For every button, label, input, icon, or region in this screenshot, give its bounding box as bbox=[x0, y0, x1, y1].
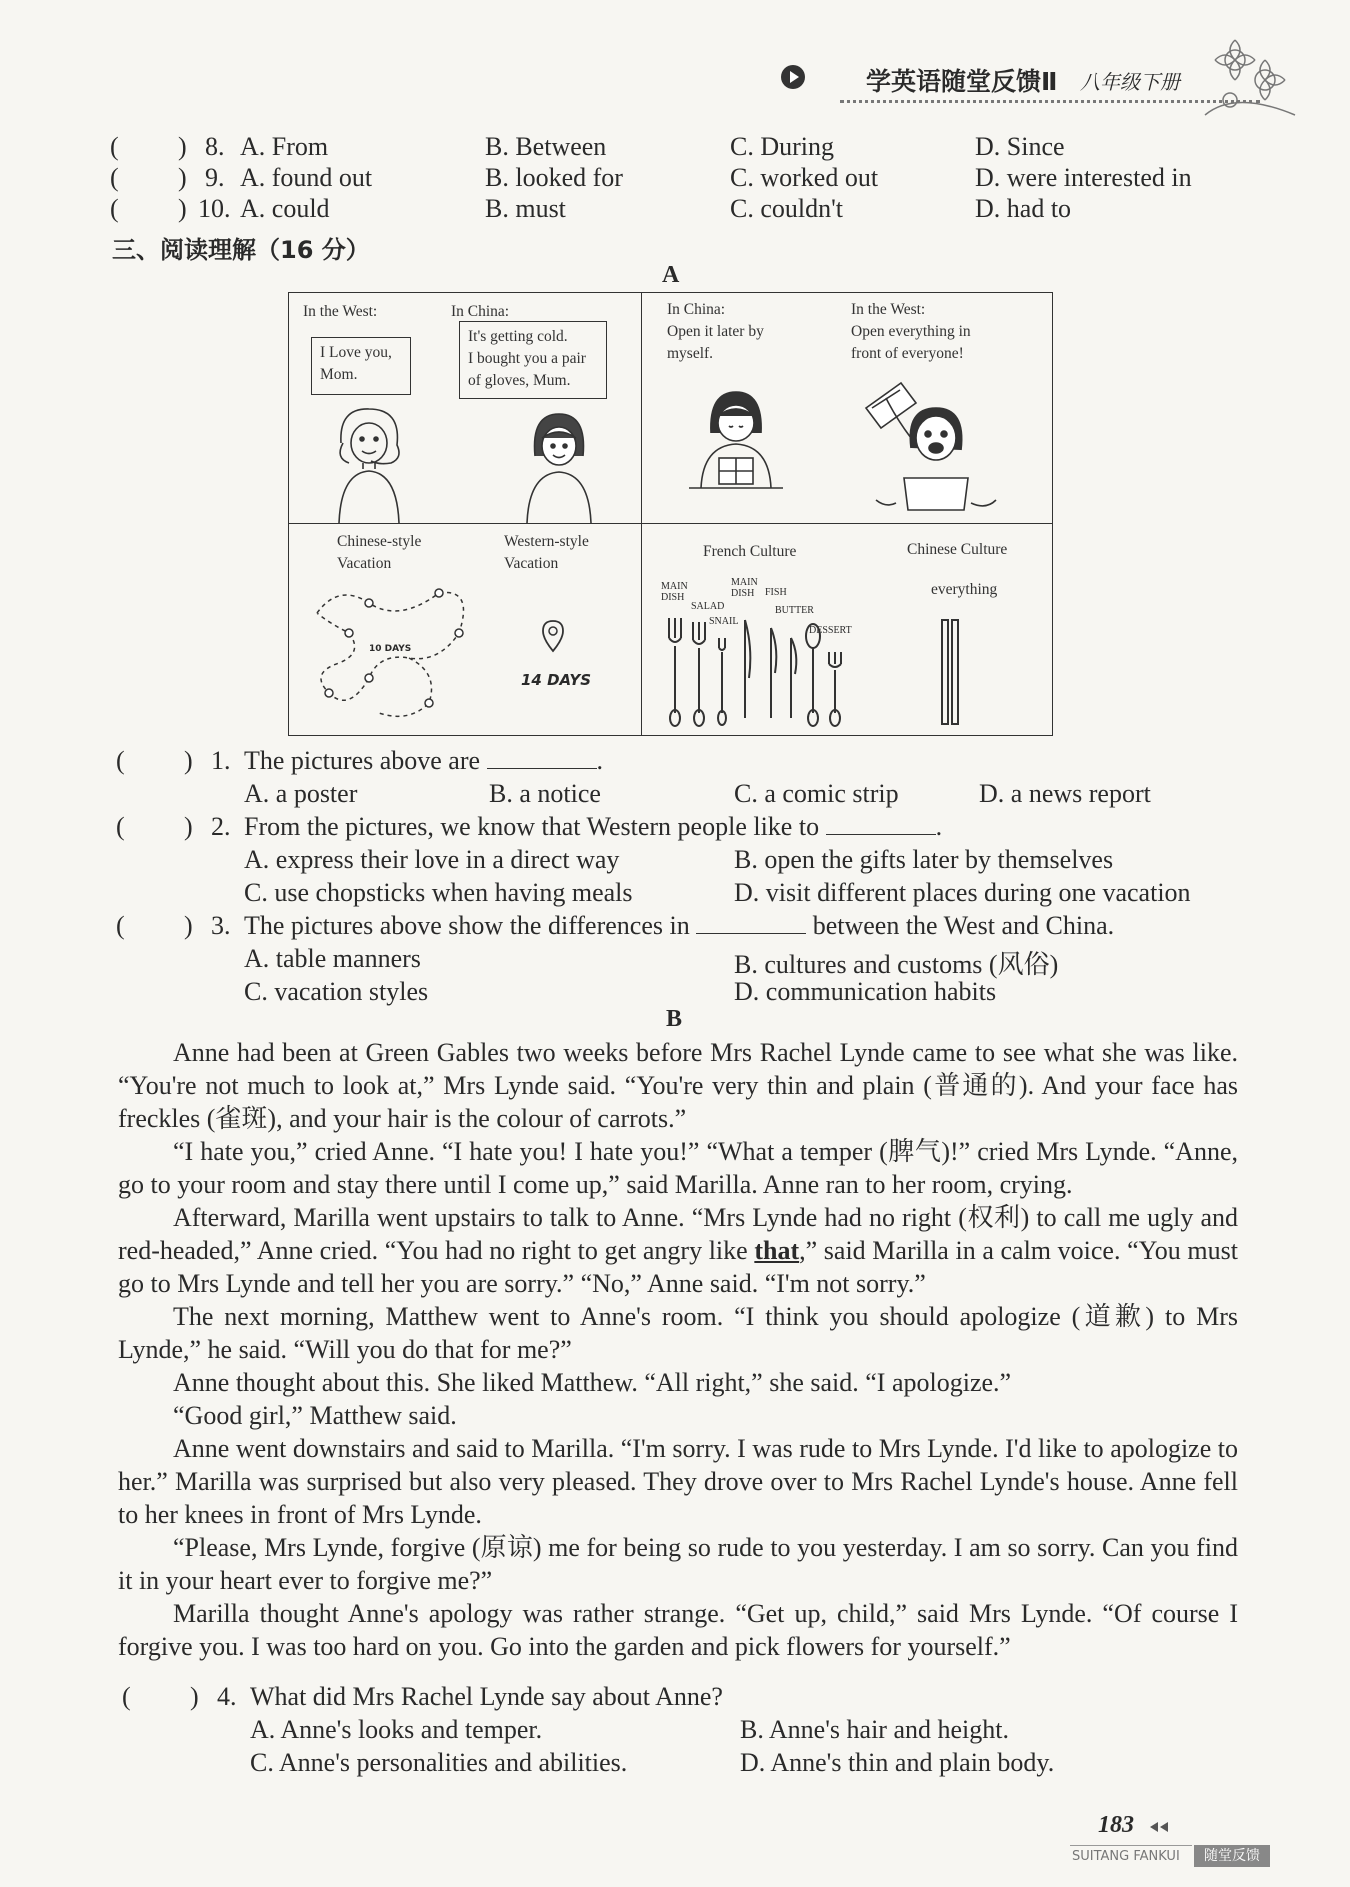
panel-text-china: In China: Open it later by myself. bbox=[667, 301, 764, 362]
cutlery-label-main-dish: MAIN DISH bbox=[661, 581, 688, 603]
panel-opening-gifts bbox=[641, 293, 1053, 523]
part-a-label: A bbox=[662, 262, 680, 288]
cutlery-label-snail: SNAIL bbox=[709, 616, 739, 627]
answer-paren-close: ) bbox=[178, 163, 187, 192]
answer-paren-open[interactable]: ( bbox=[116, 911, 125, 940]
option-c: C. a comic strip bbox=[734, 779, 899, 808]
answer-paren-close: ) bbox=[190, 1682, 199, 1711]
answer-paren-open[interactable]: ( bbox=[122, 1682, 131, 1711]
speech-bubble-china: It's getting cold. I bought you a pair of gloves, Mum. bbox=[459, 321, 607, 399]
page-number: 183 bbox=[1098, 1812, 1134, 1838]
option-d: D. were interested in bbox=[975, 163, 1192, 192]
question-stem: The pictures above show the differences in between the West and China. bbox=[244, 911, 1115, 940]
paragraph: “Please, Mrs Lynde, forgive (原谅) me for being so rude to you yesterday. I am so sorry. Can you find it in your heart ever to forgive me?” bbox=[118, 1533, 1238, 1595]
option-c: C. use chopsticks when having meals bbox=[244, 878, 633, 907]
paragraph: The next morning, Matthew went to Anne's room. “I think you should apologize (道歉) to Mrs Lynde,” he said. “Will you do that for me?” bbox=[118, 1302, 1238, 1364]
option-b: B. open the gifts later by themselves bbox=[734, 845, 1114, 874]
question-number: 9. bbox=[205, 163, 225, 192]
option-b: B. cultures and customs (风俗) bbox=[734, 950, 1059, 979]
label-chinese-culture: Chinese Culture bbox=[907, 541, 1008, 558]
western-girl-icon bbox=[329, 403, 409, 523]
panel-label-west: In the West: bbox=[303, 303, 378, 320]
option-c: C. Anne's personalities and abilities. bbox=[250, 1748, 628, 1777]
comic-picture-grid bbox=[288, 292, 1053, 736]
option-a: A. table manners bbox=[244, 944, 421, 973]
cutlery-label-butter: BUTTER bbox=[775, 605, 814, 616]
header-subtitle: 八年级下册 bbox=[1080, 70, 1180, 94]
paragraph: Anne went downstairs and said to Marilla. “I'm sorry. I was rude to Mrs Lynde. I'd like to apologize to her.” Marilla was surprised but also very pleased. They drove over to Mrs Rachel Lynde's house. Anne fell to her knees in front of Mrs Lynde. bbox=[118, 1434, 1238, 1529]
underlined-word: that bbox=[754, 1236, 800, 1265]
paragraph: “Good girl,” Matthew said. bbox=[173, 1401, 457, 1430]
panel-gifts-love bbox=[289, 293, 641, 523]
option-a: A. express their love in a direct way bbox=[244, 845, 620, 874]
answer-paren-close: ) bbox=[184, 911, 193, 940]
option-d: D. visit different places during one vacation bbox=[734, 878, 1191, 907]
chopsticks-icon bbox=[936, 618, 966, 728]
answer-paren-open[interactable]: ( bbox=[110, 163, 119, 192]
answer-blank[interactable] bbox=[826, 816, 936, 835]
label-french-culture: French Culture bbox=[703, 543, 797, 560]
label-chinese-vacation: Chinese-style Vacation bbox=[337, 533, 422, 572]
question-stem: From the pictures, we know that Western people like to . bbox=[244, 812, 943, 841]
paragraph: Anne had been at Green Gables two weeks before Mrs Rachel Lynde came to see what she was like. “You're not much to look at,” Mrs Lynde said. “You're very thin and plain (普通的). And your face has freckles (雀斑), and your hair is the colour of carrots.” bbox=[118, 1038, 1238, 1133]
option-b: B. must bbox=[485, 194, 566, 223]
label-western-vacation: Western-style Vacation bbox=[504, 533, 589, 572]
answer-paren-open[interactable]: ( bbox=[116, 746, 125, 775]
label-14-days: 14 DAYS bbox=[521, 671, 592, 689]
option-d: D. Anne's thin and plain body. bbox=[740, 1748, 1055, 1777]
cutlery-label-fish: FISH bbox=[765, 587, 787, 598]
footer-cn: 随堂反馈 bbox=[1194, 1845, 1270, 1867]
paragraph: Afterward, Marilla went upstairs to talk to Anne. “Mrs Lynde had no right (权利) to call me ugly and red-headed,” Anne cried. “You had no right to get angry like that,” said Marilla in a calm voice. “You must go to Mrs Lynde and tell her you are sorry.” “No,” Anne said. “I'm not sorry.” bbox=[118, 1203, 1238, 1298]
answer-blank[interactable] bbox=[487, 750, 597, 769]
chinese-girl-icon bbox=[519, 408, 599, 523]
cutlery-label-salad: SALAD bbox=[691, 601, 725, 612]
answer-paren-close: ) bbox=[184, 746, 193, 775]
question-number: 1. bbox=[211, 746, 231, 775]
question-number: 3. bbox=[211, 911, 231, 940]
option-a: A. a poster bbox=[244, 779, 358, 808]
answer-paren-close: ) bbox=[178, 194, 187, 223]
section-heading: 三、阅读理解（16 分） bbox=[112, 236, 370, 264]
panel-table-manners bbox=[641, 523, 1053, 735]
girl-with-gift-icon bbox=[681, 388, 791, 498]
option-a: A. Anne's looks and temper. bbox=[250, 1715, 543, 1744]
answer-paren-open[interactable]: ( bbox=[116, 812, 125, 841]
option-b: B. looked for bbox=[485, 163, 623, 192]
question-stem: What did Mrs Rachel Lynde say about Anne? bbox=[250, 1682, 723, 1711]
western-cutlery-icon bbox=[661, 618, 851, 728]
option-d: D. had to bbox=[975, 194, 1072, 223]
option-b: B. Between bbox=[485, 132, 607, 161]
flower-decoration-icon bbox=[1195, 20, 1305, 130]
option-c: C. vacation styles bbox=[244, 977, 429, 1006]
footer-en: SUITANG FANKUI bbox=[1072, 1849, 1180, 1864]
panel-vacation bbox=[289, 523, 641, 735]
option-a: A. From bbox=[240, 132, 329, 161]
footer-bar bbox=[1070, 1845, 1274, 1869]
option-c: C. couldn't bbox=[730, 194, 844, 223]
answer-paren-open[interactable]: ( bbox=[110, 132, 119, 161]
girl-opening-box-icon bbox=[856, 378, 1006, 518]
reading-passage bbox=[118, 1036, 1238, 1663]
part-b-label: B bbox=[666, 1006, 683, 1032]
paragraph: Marilla thought Anne's apology was rather strange. “Get up, child,” said Mrs Lynde. “Of course I forgive you. I was too hard on you. Go into the garden and pick flowers for yourself.” bbox=[118, 1599, 1238, 1661]
speech-bubble-west: I Love you, Mom. bbox=[311, 337, 411, 395]
label-everything: everything bbox=[931, 581, 998, 598]
location-pin-icon bbox=[542, 619, 564, 653]
option-d: D. communication habits bbox=[734, 977, 997, 1006]
option-d: D. a news report bbox=[979, 779, 1151, 808]
label-10-days: 10 DAYS bbox=[369, 644, 412, 654]
answer-paren-open[interactable]: ( bbox=[110, 194, 119, 223]
option-b: B. a notice bbox=[489, 779, 601, 808]
answer-paren-close: ) bbox=[184, 812, 193, 841]
question-number: 2. bbox=[211, 812, 231, 841]
answer-paren-close: ) bbox=[178, 132, 187, 161]
question-number: 4. bbox=[217, 1682, 237, 1711]
option-a: A. could bbox=[240, 194, 330, 223]
panel-text-west: In the West: Open everything in front of everyone! bbox=[851, 301, 971, 362]
cutlery-label-main-dish-2: MAIN DISH bbox=[731, 577, 758, 599]
answer-blank[interactable] bbox=[696, 915, 806, 934]
paragraph: “I hate you,” cried Anne. “I hate you! I hate you!” “What a temper (脾气)!” cried Mrs Lynde. “Anne, go to your room and stay there until I come up,” said Marilla. Anne ran to her room, crying. bbox=[118, 1137, 1238, 1199]
double-arrow-left-icon bbox=[1148, 1820, 1172, 1834]
option-a: A. found out bbox=[240, 163, 373, 192]
question-number: 8. bbox=[205, 132, 225, 161]
cutlery-label-dessert: DESSERT bbox=[809, 625, 852, 636]
paragraph: Anne thought about this. She liked Matthew. “All right,” she said. “I apologize.” bbox=[173, 1368, 1012, 1397]
panel-label-china: In China: bbox=[451, 303, 510, 320]
play-icon bbox=[780, 64, 806, 90]
option-c: C. During bbox=[730, 132, 834, 161]
option-b: B. Anne's hair and height. bbox=[740, 1715, 1009, 1744]
header-title: 学英语随堂反馈Ⅱ bbox=[866, 67, 1058, 96]
question-stem: The pictures above are . bbox=[244, 746, 604, 775]
question-number: 10. bbox=[198, 194, 231, 223]
option-c: C. worked out bbox=[730, 163, 879, 192]
option-d: D. Since bbox=[975, 132, 1065, 161]
